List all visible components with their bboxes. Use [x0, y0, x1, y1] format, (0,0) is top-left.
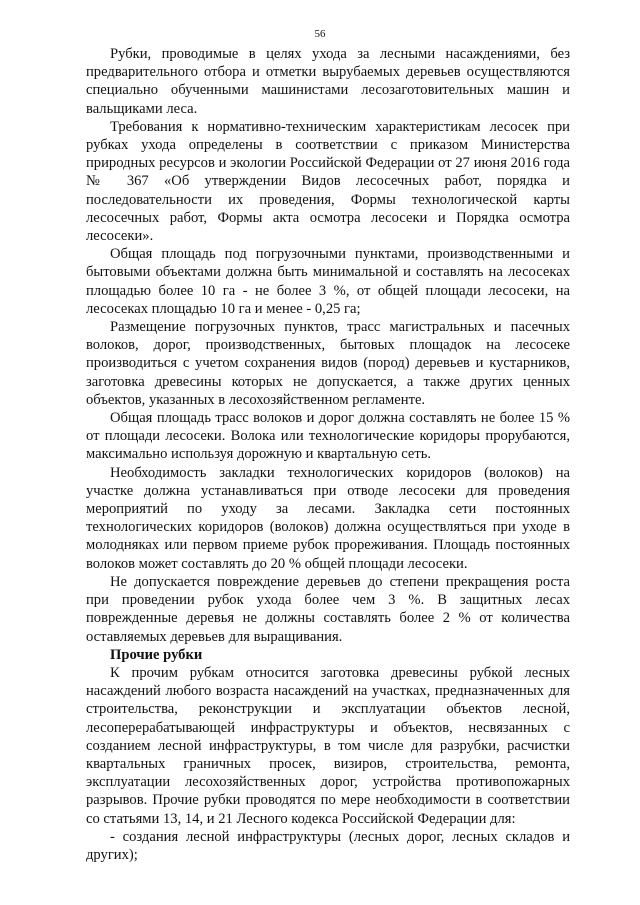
paragraph-loading-points-area: Общая площадь под погрузочными пунктами, производственными и бытовыми объектами должна быть минимальной и составлять на лесосеках площадью более 10 га - не более 3 %, от общей площади лесосеки, на лесосеках площадью 10 га и менее - 0,25 га; — [86, 246, 570, 317]
paragraph-technological-corridors: Необходимость закладки технологических коридоров (волоков) на участке должна устанавливаться при отводе лесосеки для проведения мероприятий по уходу за лесами. Закладка сети постоянных технологических коридоров (волоков) должна осуществляться при уходе в молодняках или первом приеме рубок прореживания. Площадь постоянных волоков может составлять до 20 % общей площади лесосеки. — [86, 464, 570, 572]
paragraph-tree-damage-limits: Не допускается повреждение деревьев до степени прекращения роста при проведении рубок ухода более чем 3 %. В защитных лесах поврежденные деревья не должны составлять более 2 % от количества оставляемых деревьев для выращивания. — [86, 573, 570, 645]
list-item-forest-infrastructure: - создания лесной инфраструктуры (лесных дорог, лесных складов и других); — [86, 828, 570, 863]
paragraph-other-cuttings: К прочим рубкам относится заготовка древесины рубкой лесных насаждений любого возраста насаждений на участках, предназначенных для строительства, реконструкции и эксплуатации объектов лесной, лесоперерабатывающей инфраструктуры и объектов, несвязанных с созданием лесной инфраструктуры, в том числе для разрубки, расчистки квартальных граничных просек, визиров, строительства, ремонта, эксплуатации лесохозяйственных дорог, устройства противопожарных разрывов. Прочие рубки проводятся по мере необходимости в соответствии со статьями 13, 14, и 21 Лесного кодекса Российской Федерации для: — [86, 664, 570, 827]
paragraph-placement-of-roads: Размещение погрузочных пунктов, трасс магистральных и пасечных волоков, дорог, производственных, бытовых площадок на лесосеке производиться с учетом сохранения видов (пород) деревьев и кустарников, заготовка древесины которых не допускается, а также других ценных объектов, указанных в лесохозяйственном регламенте. — [86, 319, 570, 408]
paragraph-thinning-without-marking: Рубки, проводимые в целях ухода за лесными насаждениями, без предварительного отбора и отметки вырубаемых деревьев осуществляются специально обученными машинистами лесозаготовительных машин и вальщиками леса. — [86, 46, 570, 117]
paragraph-skid-trails-area: Общая площадь трасс волоков и дорог должна составлять не более 15 % от площади лесосеки. Волока или технологические коридоры прорубаются, максимально используя дорожную и квартальную сеть. — [86, 410, 570, 463]
document-body — [86, 45, 570, 864]
page-number: 56 — [314, 28, 326, 40]
paragraph-cutting-area-requirements: Требования к нормативно-техническим характеристикам лесосек при рубках ухода определены в соответствии с приказом Министерства природных ресурсов и экологии Российской Федерации от 27 июня 2016 года № 367 «Об утверждении Видов лесосечных работ, порядка и последовательности их проведения, Формы технологической карты лесосечных работ, Формы акта осмотра лесосеки и Порядка осмотра лесосеки». — [86, 118, 570, 245]
section-heading-other-cuttings: Прочие рубки — [110, 646, 203, 663]
